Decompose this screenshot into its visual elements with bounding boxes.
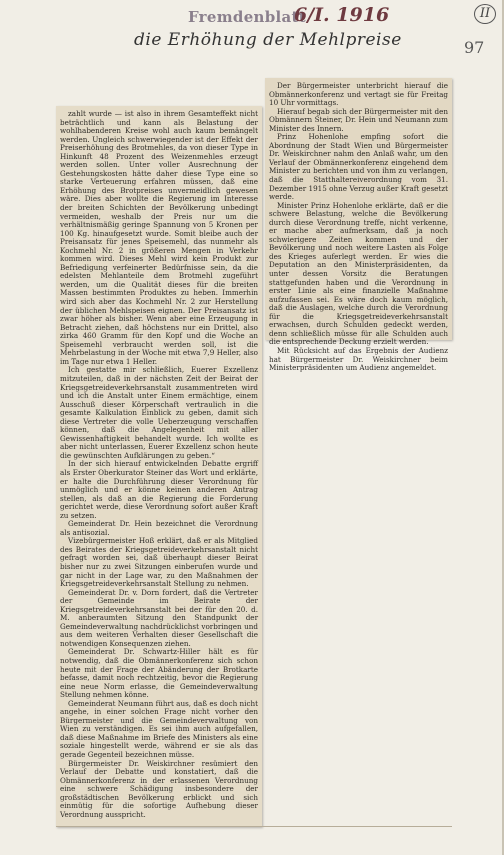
handwritten-subject: die Erhöhung der Mehlpreise [134, 30, 402, 50]
left-clipping [56, 106, 262, 827]
article-paragraph: Prinz Hohenlohe empfing sofort die Abordnung der Stadt Wien und Bürgermeister Dr. Weiskirchner nahm den Anlaß wahr, um den Verlauf der Obmännerkonferenz eingehend dem Minister zu berichten und von ihm zu verlangen, daß die Statthaltereiverordnung vom 31. Dezember 1915 ohne Verzug außer Kraft gesetzt werde. [269, 132, 448, 202]
page-number: 97 [464, 38, 485, 57]
article-paragraph: Gemeinderat Dr. Hein bezeichnet die Verordnung als antisozial. [60, 519, 258, 537]
right-clipping [265, 78, 452, 373]
newspaper-masthead: Fremdenblatt [188, 8, 307, 26]
article-paragraph: Gemeinderat Dr. Schwartz-Hiller hält es für notwendig, daß die Obmännerkonferenz sich schon heute mit der Frage der Abänderung der Brotkarte befasse, damit noch rechtzeitig, bevor die Regierung eine neue Norm erlasse, die Gemeindeverwaltung Stellung nehmen könne. [60, 647, 258, 700]
article-paragraph: Der Bürgermeister unterbricht hierauf die Obmännerkonferenz und vertagt sie für Freitag 10 Uhr vormittags. [269, 81, 448, 108]
article-paragraph: zahlt wurde — ist also in ihrem Gesamteffekt nicht beträchtlich und kann als Belastung der wohlhabenderen Kreise wohl auch kaum bemängelt werden. Ungleich schwerwiegender ist der Effekt der Preiserhöhung des Brotmehles, da von dieser Type in Hinkunft 48 Prozent des Weizenmehles erzeugt werden sollen. Unter voller Ausrechnung der Gestehungskosten hätte daher diese Type eine so starke Verteuerung erfahren müssen, daß eine Erhöhung des Brotpreises unvermeidlich gewesen wäre. Dies aber wollte die Regierung im Interesse der breiten Schichten der Bevölkerung unbedingt vermeiden, weshalb der Preis nur um die verhältnismäßig geringe Spannung von 5 Kronen per 100 Kg. hinaufgesetzt wurde. Somit bleibe auch der Preisansatz für jenes Speisemehl, das nunmehr als Kochmehl Nr. 2 in größeren Mengen in Verkehr kommen wird. Dieses Mehl wird kein Produkt zur Befriedigung verfeinerter Bedürfnisse sein, da die edelsten Mehlanteile dem Brotmehl zugeführt werden, um die Qualität dieses für die breiten Massen bestimmten Produktes zu heben. Immerhin wird sich aber das Kochmehl Nr. 2 zur Herstellung der üblichen Mehlspeisen eignen. Der Preisansatz ist zwar höher als bisher. Wenn aber eine Erzeugung in Betracht ziehen, daß höchstens nur ein Drittel, also zirka 460 Gramm für den Kopf und die Woche an Speisemehl verbraucht werden soll, ist die Mehrbelastung in der Woche mit etwa 7,9 Heller, also im Tage nur etwa 1 Heller. [60, 109, 258, 366]
handwritten-date: 6/I. 1916 [294, 4, 390, 26]
article-paragraph: Ich gestatte mir schließlich, Euerer Exzellenz mitzuteilen, daß in der nächsten Zeit der Beirat der Kriegsgetreideverkehrsanstalt zusammentreten wird und ich die Anstalt unter Einem ermächtige, einem Ausschuß dieser Körperschaft vertraulich in die gesamte Kalkulation Einblick zu geben, damit sich diese Vertreter die volle Ueberzeugung verschaffen können, daß die Angelegenheit mit aller Gewissenhaftigkeit behandelt wurde. Ich wollte es aber nicht unterlassen, Euerer Exzellenz schon heute die gewünschten Aufklärungen zu geben.“ [60, 365, 258, 460]
article-paragraph: Gemeinderat Dr. v. Dorn fordert, daß die Vertreter der Gemeinde im Beirate der Kriegsgetreideverkehrsanstalt bei der für den 20. d. M. anberaumten Sitzung den Standpunkt der Gemeindeverwaltung nachdrücklichst vorbringen und aus dem weiteren Verhalten dieser Gesellschaft die notwendigen Konsequenzen ziehen. [60, 587, 258, 648]
article-paragraph: Minister Prinz Hohenlohe erklärte, daß er die schwere Belastung, welche die Bevölkerung durch diese Verordnung treffe, nicht verkenne, er mache aber aufmerksam, daß ja noch schwierigere Zeiten kommen und der Bevölkerung und noch weitere Lasten als Folge des Krieges auferlegt werden. Er wies die Deputation an den Ministerpräsidenten, da unter dessen Vorsitz die Beratungen stattgefunden haben und die Verordnung in erster Linie als eine finanzielle Maßnahme aufzufassen sei. Es wäre doch kaum möglich, daß die Auslagen, welche durch die Verordnung für die Kriegsgetreideverkehrsanstalt erwachsen, durch Schulden gedeckt werden, denn schließlich müsse für alle Schulden auch die entsprechende Deckung erzielt werden. [269, 200, 448, 347]
page-fold-line [56, 826, 452, 827]
article-paragraph: In der sich hierauf entwickelnden Debatte ergriff als Erster Oberkurator Steiner das Wort und erklärte, er halte die Durchführung dieser Verordnung für unmöglich und er könne keinen anderen Antrag stellen, als daß an die Regierung die Forderung gerichtet werde, diese Verordnung sofort außer Kraft zu setzen. [60, 459, 258, 520]
roman-numeral-annotation: II [474, 4, 496, 24]
article-paragraph: Gemeinderat Neumann führt aus, daß es doch nicht angehe, in einer solchen Frage nicht vorher den Bürgermeister und die Gemeindeverwaltung von Wien zu verständigen. Es sei ihm auch aufgefallen, daß diese Maßnahme im Briefe des Ministers als eine soziale hingestellt werde, während er sie als das gerade Gegenteil bezeichnen müsse. [60, 698, 258, 760]
article-paragraph: Vizebürgermeister Hoß erklärt, daß er als Mitglied des Beirates der Kriegsgetreideverkehrsanstalt nicht gefragt worden sei, daß überhaupt dieser Beirat bisher nur zu zwei Sitzungen einberufen wurde und gar nicht in der Lage war, zu den Maßnahmen der Kriegsgetreideverkehrsanstalt Stellung zu nehmen. [60, 536, 258, 589]
article-paragraph: Bürgermeister Dr. Weiskirchner resümiert den Verlauf der Debatte und konstatiert, daß die Obmännerkonferenz in der erlassenen Verordnung eine schwere Schädigung insbesondere der großstädtischen Bevölkerung erblickt und sich einmütig für die sofortige Aufhebung dieser Verordnung ausspricht. [60, 758, 258, 819]
article-paragraph: Mit Rücksicht auf das Ergebnis der Audienz hat Bürgermeister Dr. Weiskirchner beim Ministerpräsidenten um Audienz angemeldet. [269, 345, 448, 373]
article-paragraph: Hierauf begab sich der Bürgermeister mit den Obmännern Steiner, Dr. Hein und Neumann zum Minister des Innern. [269, 106, 448, 133]
